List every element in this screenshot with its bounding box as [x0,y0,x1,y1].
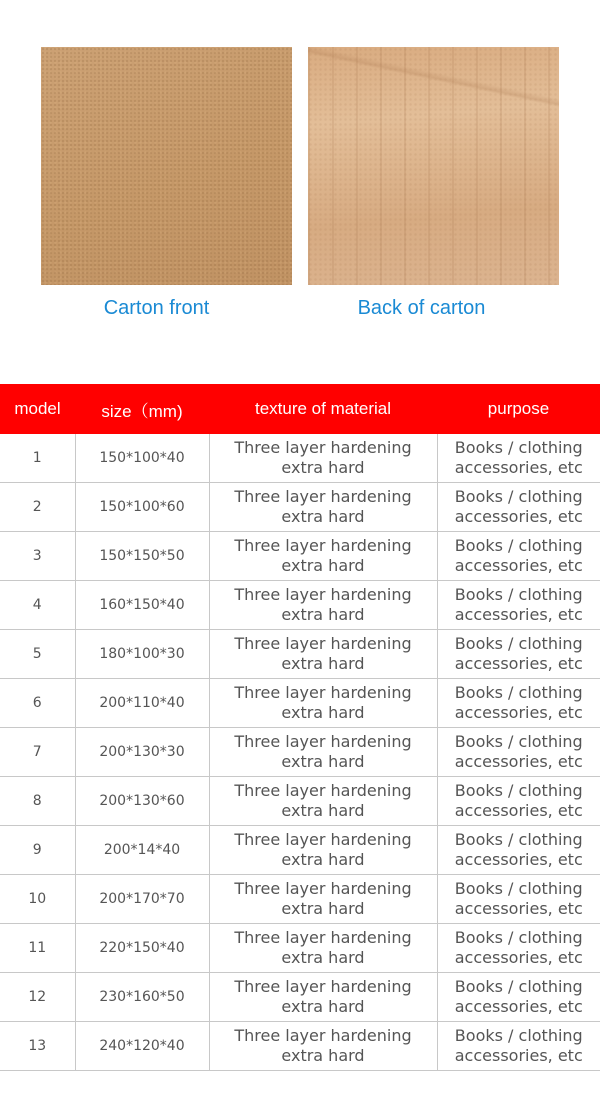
carton-spec-table [0,384,600,1071]
cell-model: 4 [0,581,75,630]
purpose-line-2: accessories, etc [454,899,583,918]
cell-model: 12 [0,973,75,1022]
cell-size: 200*170*70 [75,875,209,924]
texture-line-2: extra hard [281,948,365,967]
table-row [0,532,600,581]
purpose-line-1: Books / clothing [454,634,583,653]
cell-size: 200*14*40 [75,826,209,875]
table-row [0,777,600,826]
purpose-line-2: accessories, etc [454,703,583,722]
texture-line-1: Three layer hardening [234,977,412,996]
cell-model: 13 [0,1022,75,1071]
texture-line-1: Three layer hardening [234,438,412,457]
table-row [0,826,600,875]
cell-texture [209,777,437,826]
texture-line-2: extra hard [281,556,365,575]
cell-size: 200*130*30 [75,728,209,777]
cell-size: 200*110*40 [75,679,209,728]
purpose-line-2: accessories, etc [454,605,583,624]
texture-line-2: extra hard [281,654,365,673]
purpose-line-1: Books / clothing [454,438,583,457]
table-row [0,1022,600,1071]
cell-model: 2 [0,483,75,532]
purpose-line-2: accessories, etc [454,948,583,967]
purpose-line-2: accessories, etc [454,752,583,771]
cell-purpose [437,679,600,728]
texture-line-2: extra hard [281,752,365,771]
cell-texture [209,630,437,679]
table-row [0,924,600,973]
cell-purpose [437,973,600,1022]
texture-line-1: Three layer hardening [234,928,412,947]
purpose-line-1: Books / clothing [454,977,583,996]
purpose-line-2: accessories, etc [454,997,583,1016]
texture-line-1: Three layer hardening [234,683,412,702]
table-row [0,728,600,777]
cell-purpose [437,1022,600,1071]
cell-texture [209,973,437,1022]
table-row [0,581,600,630]
purpose-line-1: Books / clothing [454,781,583,800]
carton-back-photo [308,47,559,285]
purpose-line-2: accessories, etc [454,507,583,526]
cell-model: 6 [0,679,75,728]
texture-line-1: Three layer hardening [234,781,412,800]
cell-model: 5 [0,630,75,679]
purpose-line-1: Books / clothing [454,879,583,898]
purpose-line-1: Books / clothing [454,683,583,702]
cell-size: 180*100*30 [75,630,209,679]
texture-line-1: Three layer hardening [234,732,412,751]
texture-line-2: extra hard [281,605,365,624]
cell-model: 1 [0,434,75,483]
texture-line-2: extra hard [281,997,365,1016]
cell-purpose [437,532,600,581]
purpose-line-2: accessories, etc [454,556,583,575]
header-size: size（mm) [75,384,209,434]
cell-purpose [437,924,600,973]
cell-texture [209,679,437,728]
cell-model: 3 [0,532,75,581]
cell-model: 8 [0,777,75,826]
table-row [0,483,600,532]
cell-size: 240*120*40 [75,1022,209,1071]
texture-line-1: Three layer hardening [234,487,412,506]
carton-front-photo [41,47,292,285]
texture-line-1: Three layer hardening [234,585,412,604]
texture-line-1: Three layer hardening [234,879,412,898]
purpose-line-2: accessories, etc [454,1046,583,1065]
cell-size: 200*130*60 [75,777,209,826]
table-row [0,875,600,924]
cell-texture [209,728,437,777]
cell-purpose [437,581,600,630]
texture-line-2: extra hard [281,458,365,477]
cell-size: 160*150*40 [75,581,209,630]
table-row [0,434,600,483]
texture-line-1: Three layer hardening [234,1026,412,1045]
header-purpose: purpose [437,384,600,434]
texture-line-1: Three layer hardening [234,830,412,849]
carton-front-caption: Carton front [103,297,210,319]
cell-size: 150*100*40 [75,434,209,483]
cell-model: 7 [0,728,75,777]
cell-texture [209,924,437,973]
cell-model: 11 [0,924,75,973]
cell-texture [209,581,437,630]
cell-model: 9 [0,826,75,875]
header-model: model [0,384,75,434]
cell-size: 150*150*50 [75,532,209,581]
carton-back-caption: Back of carton [357,297,486,319]
cell-model: 10 [0,875,75,924]
texture-line-1: Three layer hardening [234,634,412,653]
purpose-line-1: Books / clothing [454,1026,583,1045]
cell-texture [209,875,437,924]
cell-purpose [437,826,600,875]
table-row [0,679,600,728]
purpose-line-1: Books / clothing [454,830,583,849]
purpose-line-1: Books / clothing [454,536,583,555]
texture-line-2: extra hard [281,507,365,526]
cell-purpose [437,728,600,777]
purpose-line-2: accessories, etc [454,801,583,820]
cell-texture [209,532,437,581]
purpose-line-1: Books / clothing [454,487,583,506]
cell-purpose [437,630,600,679]
texture-line-1: Three layer hardening [234,536,412,555]
purpose-line-2: accessories, etc [454,654,583,673]
purpose-line-1: Books / clothing [454,585,583,604]
cell-size: 150*100*60 [75,483,209,532]
purpose-line-1: Books / clothing [454,928,583,947]
cell-purpose [437,483,600,532]
header-texture: texture of material [209,384,437,434]
texture-line-2: extra hard [281,703,365,722]
cell-purpose [437,434,600,483]
purpose-line-2: accessories, etc [454,458,583,477]
cell-purpose [437,875,600,924]
texture-line-2: extra hard [281,899,365,918]
cell-size: 230*160*50 [75,973,209,1022]
table-header-row [0,384,600,434]
cell-size: 220*150*40 [75,924,209,973]
cell-texture [209,826,437,875]
cell-texture [209,1022,437,1071]
cell-texture [209,434,437,483]
table-row [0,630,600,679]
purpose-line-1: Books / clothing [454,732,583,751]
cell-purpose [437,777,600,826]
texture-line-2: extra hard [281,801,365,820]
texture-line-2: extra hard [281,1046,365,1065]
cell-texture [209,483,437,532]
table-row [0,973,600,1022]
purpose-line-2: accessories, etc [454,850,583,869]
table-body [0,434,600,1071]
texture-line-2: extra hard [281,850,365,869]
